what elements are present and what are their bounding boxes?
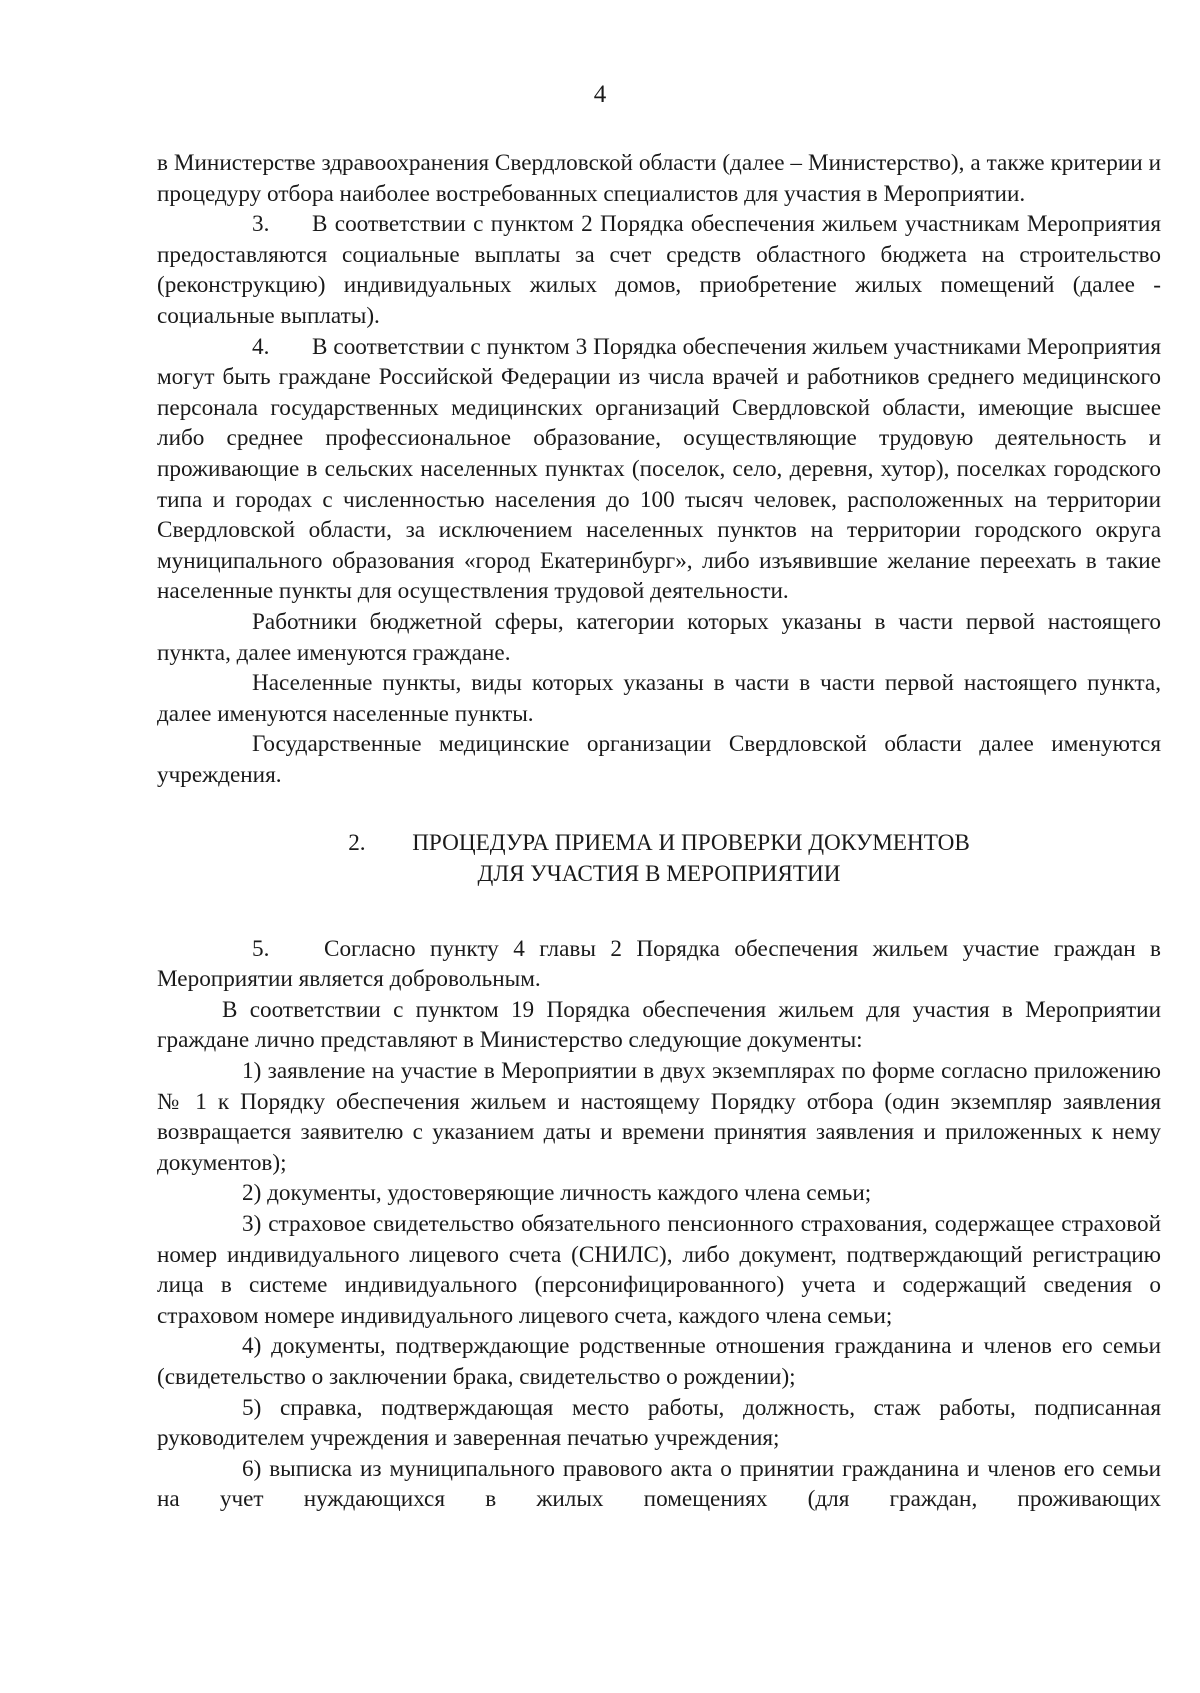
list-item-6: 6) выписка из муниципального правового акта о принятии гражданина и членов его семьи на учет нуждающихся в жилых помещениях (для граждан, проживающих	[157, 1455, 1161, 1513]
paragraph-employees: Работники бюджетной сферы, категории которых указаны в части первой настоящего пункта, далее именуются граждане.	[157, 608, 1161, 666]
section-title-2: ДЛЯ УЧАСТИЯ В МЕРОПРИЯТИИ	[477, 861, 841, 888]
section-heading-line-1	[157, 828, 1161, 859]
clause-text: В соответствии с пунктом 3 Порядка обеспечения жильем участниками Мероприятия могут быть граждане Российской Федерации из числа врачей и работников среднего медицинского персонала государственных медицинских организаций Свердловской области, имеющие высшее либо среднее профессиональное образование, осуществляющие трудовую деятельность и проживающие в сельских населенных пунктах (поселок, село, деревня, хутор), поселках городского типа и городах с численностью населения до 100 тысяч человек, расположенных на территории Свердловской области, за исключением населенных пунктов на территории городского округа муниципального образования «город Екатеринбург», либо изъявившие желание переехать в такие населенные пункты для осуществления трудовой деятельности.	[157, 333, 1161, 605]
clause-4	[157, 332, 1161, 607]
clause-number: 4.	[252, 333, 270, 360]
clause-5	[157, 934, 1161, 995]
clause-text: Согласно пункту 4 главы 2 Порядка обеспечения жильем участие граждан в Мероприятии является добровольным.	[157, 935, 1161, 993]
list-item-4: 4) документы, подтверждающие родственные отношения гражданина и членов его семьи (свидетельство о заключении брака, свидетельство о рождении);	[157, 1333, 1161, 1390]
clause-number: 5.	[252, 935, 270, 962]
section-number: 2.	[348, 830, 366, 857]
section-heading	[157, 828, 1161, 889]
paragraph-continuation: в Министерстве здравоохранения Свердловской области (далее – Министерство), а также критерии и процедуру отбора наиболее востребованных специалистов для участия в Мероприятии.	[157, 150, 1161, 207]
list-item-1: 1) заявление на участие в Мероприятии в двух экземплярах по форме согласно приложению № 1 к Порядку обеспечения жильем и настоящему Порядку отбора (один экземпляр заявления возвращается заявителю с указанием даты и времени принятия заявления и приложенных к нему документов);	[157, 1058, 1161, 1176]
document-body	[157, 148, 1161, 1515]
list-item-5: 5) справка, подтверждающая место работы, должность, стаж работы, подписанная руководителем учреждения и заверенная печатью учреждения;	[157, 1394, 1161, 1452]
page-number: 4	[593, 81, 607, 108]
list-item-2: 2) документы, удостоверяющие личность каждого члена семьи;	[242, 1180, 872, 1207]
clause-number: 3.	[252, 211, 270, 238]
paragraph-institutions: Государственные медицинские организации Свердловской области далее именуются учреждения.	[157, 731, 1161, 788]
clause-3	[157, 209, 1161, 331]
paragraph-documents-intro: В соответствии с пунктом 19 Порядка обеспечения жильем для участия в Мероприятии граждане лично представляют в Министерство следующие документы:	[157, 996, 1161, 1054]
paragraph-settlements: Населенные пункты, виды которых указаны в части в части первой настоящего пункта, далее именуются населенные пункты.	[157, 670, 1161, 727]
list-item-3: 3) страховое свидетельство обязательного пенсионного страхования, содержащее страховой номер индивидуального лицевого счета (СНИЛС), либо документ, подтверждающий регистрацию лица в системе индивидуального (персонифицированного) учета и содержащий сведения о страховом номере индивидуального лицевого счета, каждого члена семьи;	[157, 1211, 1161, 1329]
section-title-1: ПРОЦЕДУРА ПРИЕМА И ПРОВЕРКИ ДОКУМЕНТОВ	[412, 830, 970, 857]
clause-text: В соответствии с пунктом 2 Порядка обеспечения жильем участникам Мероприятия предоставляются социальные выплаты за счет средств областного бюджета на строительство (реконструкцию) индивидуальных жилых домов, приобретение жилых помещений (далее - социальные выплаты).	[157, 211, 1161, 329]
